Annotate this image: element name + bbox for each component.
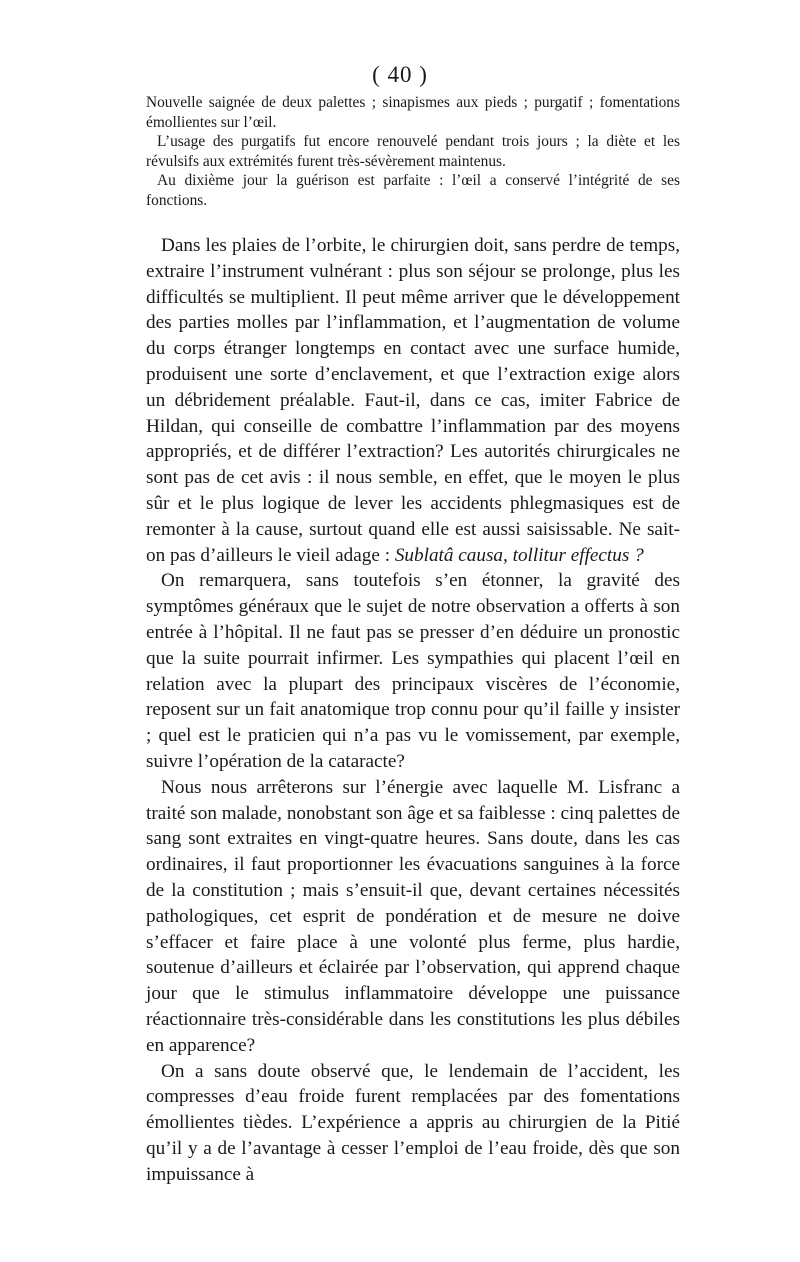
body-paragraph: Nous nous arrêterons sur l’énergie avec laquelle M. Lisfranc a traité son malade, nonobstant son âge et sa faiblesse : cinq palettes de sang sont extraites en vingt-quatre heures. Sans doute, dans les cas ordinaires, il faut proportionner les évacuations sanguines à la force de la constitution ; mais s’ensuit-il que, devant certaines nécessités pathologiques, cet esprit de pondération et de mesure ne doive s’effacer et faire place à une volonté plus ferme, plus hardie, soutenue d’ailleurs et éclairée par l’observation, qui apprend chaque jour que le stimulus inflammatoire développe une puissance réactionnaire très-considérable dans les constitutions les plus débiles en apparence? <box>146 776 680 1056</box>
note-paragraph: Nouvelle saignée de deux palettes ; sinapismes aux pieds ; purgatif ; fomentations émollientes sur l’œil. <box>146 94 680 131</box>
latin-adage: Sublatâ causa, tollitur effectus ? <box>394 544 644 566</box>
body-paragraph: On remarquera, sans toutefois s’en étonner, la gravité des symptômes généraux que le sujet de notre observation a offerts à son entrée à l’hôpital. Il ne faut pas se presser d’en déduire un pronostic que la suite pourrait infirmer. Les sympathies qui placent l’œil en relation avec la plupart des principaux viscères de l’économie, reposent sur un fait anatomique trop connu pour qu’il faille y insister ; quel est le praticien qui n’a pas vu le vomissement, par exemple, suivre l’opération de la cataracte? <box>146 570 680 772</box>
observation-notes <box>146 93 680 210</box>
body-text <box>146 233 680 1187</box>
body-paragraph: On a sans doute observé que, le lendemain de l’accident, les compresses d’eau froide furent remplacées par des fomentations émollientes tièdes. L’expérience a appris au chirurgien de la Pitié qu’il y a de l’avantage à cesser l’emploi de l’eau froide, dès que son impuissance à <box>146 1060 680 1185</box>
note-paragraph: L’usage des purgatifs fut encore renouvelé pendant trois jours ; la diète et les révulsifs aux extrémités furent très-sévèrement maintenus. <box>146 133 680 170</box>
page-number: ( 40 ) <box>372 62 428 87</box>
body-paragraph <box>146 233 680 568</box>
note-paragraph: Au dixième jour la guérison est parfaite : l’œil a conservé l’intégrité de ses fonctions. <box>146 172 680 209</box>
body-paragraph-text: Dans les plaies de l’orbite, le chirurgien doit, sans perdre de temps, extraire l’instrument vulnérant : plus son séjour se prolonge, plus les difficultés se multiplient. Il peut même arriver que le développement des parties molles par l’inflammation, et l’augmentation de volume du corps étranger longtemps en contact avec une surface humide, produisent une sorte d’enclavement, et que l’extraction exige alors un débridement préalable. Faut-il, dans ce cas, imiter Fabrice de Hildan, qui conseille de combattre l’inflammation par des moyens appropriés, et de différer l’extraction? Les autorités chirurgicales ne sont pas de cet avis : il nous semble, en effet, que le moyen le plus sûr et le plus logique de lever les accidents phlegmasiques est de remonter à la cause, surtout quand elle est aussi saisissable. Ne sait-on pas d’ailleurs le vieil adage : <box>146 235 680 566</box>
